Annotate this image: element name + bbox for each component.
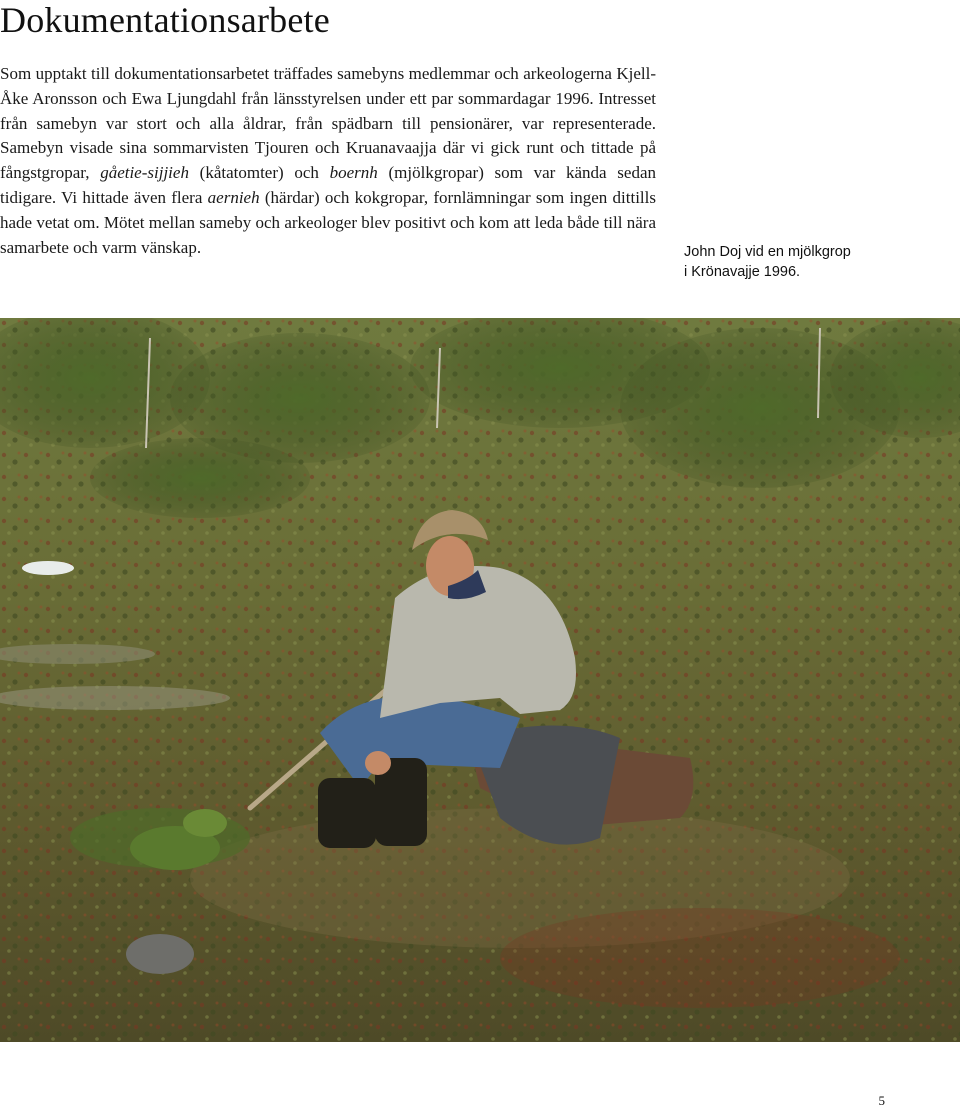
caption-line-1: John Doj vid en mjölkgrop [684,244,851,260]
term-aernieh: aernieh [207,187,260,207]
term-gaetie-sijjieh: gåetie-sijjieh [100,163,189,183]
page-title: Dokumentationsarbete [0,0,330,40]
body-text-part-1: Som upptakt till dokumentationsarbetet träffades samebyns medlemmar och arkeologerna Kjell-Åke Aronsson och Ewa Ljungdahl från länsstyrelsen under ett par sommardagar 1996. Intresset från samebyn var stort och alla åldrar, från spädbarn till pensionärer, var representerade. Samebyn visade sina sommarvisten Tjouren och Kruanavaajja där vi gick runt och tittade på fångstgropar, [0,64,656,183]
term-boernh: boernh [329,163,378,183]
body-text-part-4: (härdar) och kokgropar, fornlämningar som ingen dittills hade vetat om. Mötet mellan sameby och arkeologer blev positivt och kom att leda både till nära samarbete och varm vänskap. [0,187,656,257]
photo-illustration [0,318,960,1042]
body-text-part-2: (kåtatomter) och [188,163,330,183]
caption-line-2: i Krönavajje 1996. [684,263,801,280]
photo-caption [684,243,954,282]
page-number: 5 [878,1093,885,1108]
photo-man-at-milk-pit [0,318,960,1042]
body-paragraph [0,62,656,260]
body-text-part-3: (mjölkgropar) som var kända sedan tidigare. Vi hittade även flera [0,163,657,207]
